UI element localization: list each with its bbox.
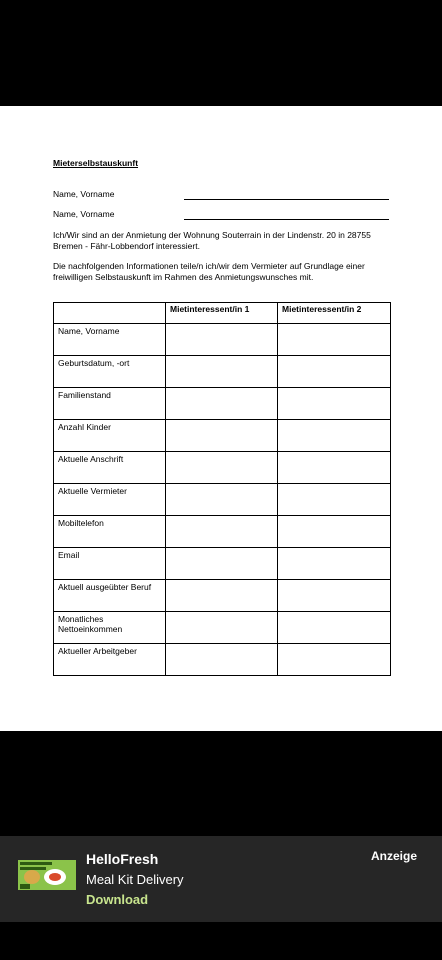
row-label: Email xyxy=(54,548,166,580)
cell-applicant-2[interactable] xyxy=(278,356,391,388)
name-input-line[interactable] xyxy=(184,219,389,220)
row-label: Aktuell ausgeübter Beruf xyxy=(54,580,166,612)
table-header-applicant-1: Mietinteressent/in 1 xyxy=(166,303,278,324)
row-label: Mobiltelefon xyxy=(54,516,166,548)
cell-applicant-1[interactable] xyxy=(166,580,278,612)
ad-label: Anzeige xyxy=(370,849,417,863)
table-row xyxy=(54,356,391,388)
cell-applicant-1[interactable] xyxy=(166,420,278,452)
interest-paragraph: Ich/Wir sind an der Anmietung der Wohnung Souterrain in der Lindenstr. 20 in 28755 Bremen - Fähr-Lobbendorf interessiert. xyxy=(53,230,371,251)
ad-brand-name[interactable]: HelloFresh xyxy=(86,851,159,867)
table-row xyxy=(54,452,391,484)
row-label: Aktuelle Vermieter xyxy=(54,484,166,516)
cell-applicant-2[interactable] xyxy=(278,324,391,356)
row-label: Monatliches Nettoeinkommen xyxy=(54,612,166,644)
name-row-2 xyxy=(53,209,389,221)
table-row xyxy=(54,612,391,644)
cell-applicant-2[interactable] xyxy=(278,420,391,452)
info-paragraph: Die nachfolgenden Informationen teile/n ich/wir dem Vermieter auf Grundlage einer freiwilligen Selbstauskunft im Rahmen des Anmietungswunsches mit. xyxy=(53,261,365,282)
name-input-line[interactable] xyxy=(184,199,389,200)
table-row xyxy=(54,324,391,356)
table-row xyxy=(54,580,391,612)
row-label: Aktueller Arbeitgeber xyxy=(54,644,166,676)
cell-applicant-2[interactable] xyxy=(278,516,391,548)
cell-applicant-2[interactable] xyxy=(278,580,391,612)
table-row xyxy=(54,548,391,580)
ad-download-button[interactable]: Download xyxy=(86,892,149,907)
cell-applicant-2[interactable] xyxy=(278,388,391,420)
document-title: Mieterselbstauskunft xyxy=(53,158,139,168)
document-page xyxy=(0,106,442,731)
table-row xyxy=(54,644,391,676)
table-header-row xyxy=(54,303,391,324)
name-row-1 xyxy=(53,189,389,201)
cell-applicant-1[interactable] xyxy=(166,356,278,388)
cell-applicant-1[interactable] xyxy=(166,388,278,420)
applicant-table xyxy=(53,302,391,676)
thumbnail-text-bar xyxy=(20,862,52,865)
cell-applicant-1[interactable] xyxy=(166,516,278,548)
cell-applicant-1[interactable] xyxy=(166,612,278,644)
cell-applicant-1[interactable] xyxy=(166,452,278,484)
cell-applicant-1[interactable] xyxy=(166,324,278,356)
row-label: Anzahl Kinder xyxy=(54,420,166,452)
name-row-label: Name, Vorname xyxy=(53,189,115,199)
cell-applicant-2[interactable] xyxy=(278,484,391,516)
cell-applicant-2[interactable] xyxy=(278,612,391,644)
row-label: Name, Vorname xyxy=(54,324,166,356)
cell-applicant-2[interactable] xyxy=(278,548,391,580)
row-label: Geburtsdatum, -ort xyxy=(54,356,166,388)
hellofresh-meal-thumbnail-icon[interactable] xyxy=(18,860,76,890)
cell-applicant-2[interactable] xyxy=(278,644,391,676)
dish-icon xyxy=(44,869,66,885)
dish-icon xyxy=(24,870,40,884)
ad-subtitle: Meal Kit Delivery xyxy=(86,872,184,887)
table-row xyxy=(54,388,391,420)
badge-icon xyxy=(20,884,30,889)
cell-applicant-2[interactable] xyxy=(278,452,391,484)
ad-banner[interactable] xyxy=(0,836,442,922)
row-label: Familienstand xyxy=(54,388,166,420)
cell-applicant-1[interactable] xyxy=(166,644,278,676)
table-row xyxy=(54,484,391,516)
table-header-applicant-2: Mietinteressent/in 2 xyxy=(278,303,391,324)
table-row xyxy=(54,420,391,452)
name-row-label: Name, Vorname xyxy=(53,209,115,219)
cell-applicant-1[interactable] xyxy=(166,548,278,580)
table-header-empty xyxy=(54,303,166,324)
cell-applicant-1[interactable] xyxy=(166,484,278,516)
row-label: Aktuelle Anschrift xyxy=(54,452,166,484)
table-row xyxy=(54,516,391,548)
